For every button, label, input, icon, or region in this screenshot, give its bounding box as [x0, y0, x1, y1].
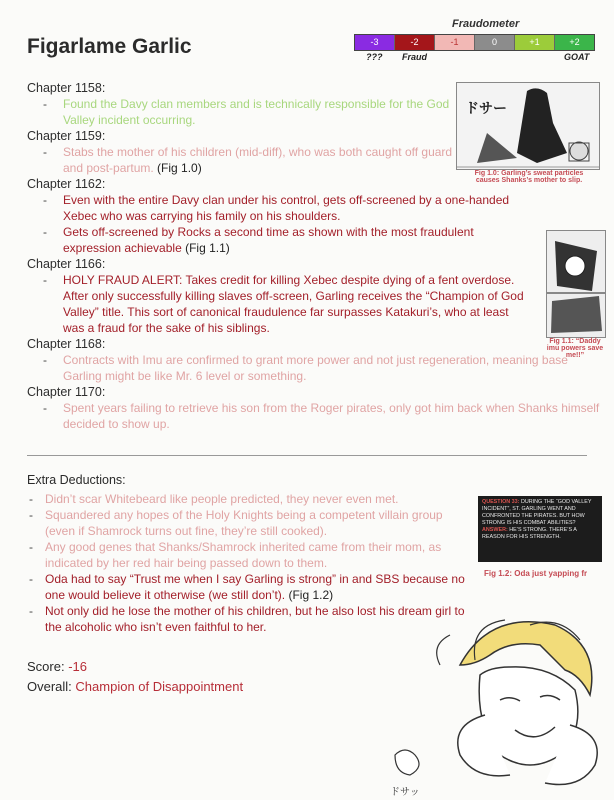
list-item: - Not only did he lose the mother of his children, but he also lost his dream girl to the alcoholic who isn’t even faithful to her.	[27, 603, 467, 635]
list-item: - Found the Davy clan members and is technically responsible for the God Valley incident occurring.	[27, 96, 453, 128]
chapter-heading: Chapter 1158:	[27, 81, 106, 95]
laughing-character-illustration	[380, 605, 610, 800]
list-item: - HOLY FRAUD ALERT: Takes credit for killing Xebec despite dying of a fent overdose. After only successfully killing slaves off-screen, Garling receives the “Champion of God Valley” title. This sort of canonical fraudulence far surpasses Katakuri’s, who at least was a fraud for the sake of his siblings.	[27, 272, 533, 336]
score-block	[27, 657, 243, 697]
score-line: Score: -16	[27, 659, 87, 674]
chapter-heading: Chapter 1170:	[27, 385, 106, 399]
list-item: - Spent years failing to retrieve his son from the Roger pirates, only got him back when Shanks himself decided to show up.	[27, 400, 608, 432]
manga-panel-fig-1-0	[456, 82, 600, 170]
fraudometer-cell: +2	[555, 35, 594, 50]
overall-line: Overall: Champion of Disappointment	[27, 679, 244, 694]
fraudometer-label-mid: Fraud	[402, 52, 428, 62]
list-item: - Stabs the mother of his children (mid-diff), who was both caught off guard and post-partum. (Fig 1.0)	[27, 144, 453, 176]
manga-panel-art	[547, 231, 605, 337]
chapter-heading: Chapter 1162:	[27, 177, 106, 191]
fraudometer-cell: -2	[395, 35, 435, 50]
fig-1-0-caption: Fig 1.0: Garling’s sweat particles causes Shanks’s mother to slip.	[474, 170, 584, 184]
chapter-heading: Chapter 1166:	[27, 257, 106, 271]
list-item: - Oda had to say “Trust me when I say Garling is strong” in and SBS because no one would believe it otherwise (we still don’t). (Fig 1.2)	[27, 571, 467, 603]
fraudometer-label-right: GOAT	[564, 52, 590, 62]
list-item: - Didn’t scar Whitebeard like people predicted, they never even met.	[27, 491, 467, 507]
fraudometer-label-left: ???	[366, 52, 383, 62]
svg-text:ドサー: ドサー	[465, 101, 507, 117]
manga-panel-fig-1-1	[546, 230, 606, 338]
sfx-text: ドサッ	[390, 787, 420, 798]
section-divider	[27, 455, 587, 456]
manga-panel-art	[457, 83, 599, 169]
sbs-excerpt: QUESTION 33: DURING THE “GOD VALLEY INCIDENT”, ST. GARLING WENT AND CONFRONTED THE PIRATES. BUT HOW STRONG IS HIS COMBAT ABILITIES? ANSWER: HE’S STRONG. THERE’S A REASON FOR HIS STRENGTH.	[478, 496, 602, 562]
score-value: -16	[68, 659, 87, 674]
extra-deductions-heading: Extra Deductions:	[27, 473, 126, 487]
fraudometer-cell: -1	[435, 35, 475, 50]
chapter-heading: Chapter 1168:	[27, 337, 106, 351]
chapter-heading: Chapter 1159:	[27, 129, 106, 143]
fraudometer-cell: +1	[515, 35, 555, 50]
overall-value: Champion of Disappointment	[75, 679, 244, 694]
fraudometer-title: Fraudometer	[452, 18, 520, 30]
list-item: - Even with the entire Davy clan under his control, gets off-screened by a one-handed Xebec who was carrying his family on his shoulders.	[27, 192, 533, 224]
fig-1-2-caption: Fig 1.2: Oda just yapping fr	[484, 569, 588, 578]
list-item: - Contracts with Imu are confirmed to grant more power and not just regeneration, meaning base Garling might be like Mr. 6 level or something.	[27, 352, 608, 384]
fig-1-1-caption: Fig 1.1: “Daddy imu powers save me!!”	[546, 338, 604, 359]
page-title: Figarlame Garlic	[27, 35, 192, 58]
list-item: - Any good genes that Shanks/Shamrock inherited came from their mom, as indicated by her red hair being passed down to them.	[27, 539, 467, 571]
fraudometer-cell: 0	[475, 35, 515, 50]
fraudometer-scale	[354, 34, 595, 51]
list-item: - Gets off-screened by Rocks a second time as shown with the most fraudulent expression achievable (Fig 1.1)	[27, 224, 533, 256]
list-item: - Squandered any hopes of the Holy Knights being a competent villain group (even if Shamrock turns out fine, they’re still cooked).	[27, 507, 467, 539]
fraudometer-cell: -3	[355, 35, 395, 50]
